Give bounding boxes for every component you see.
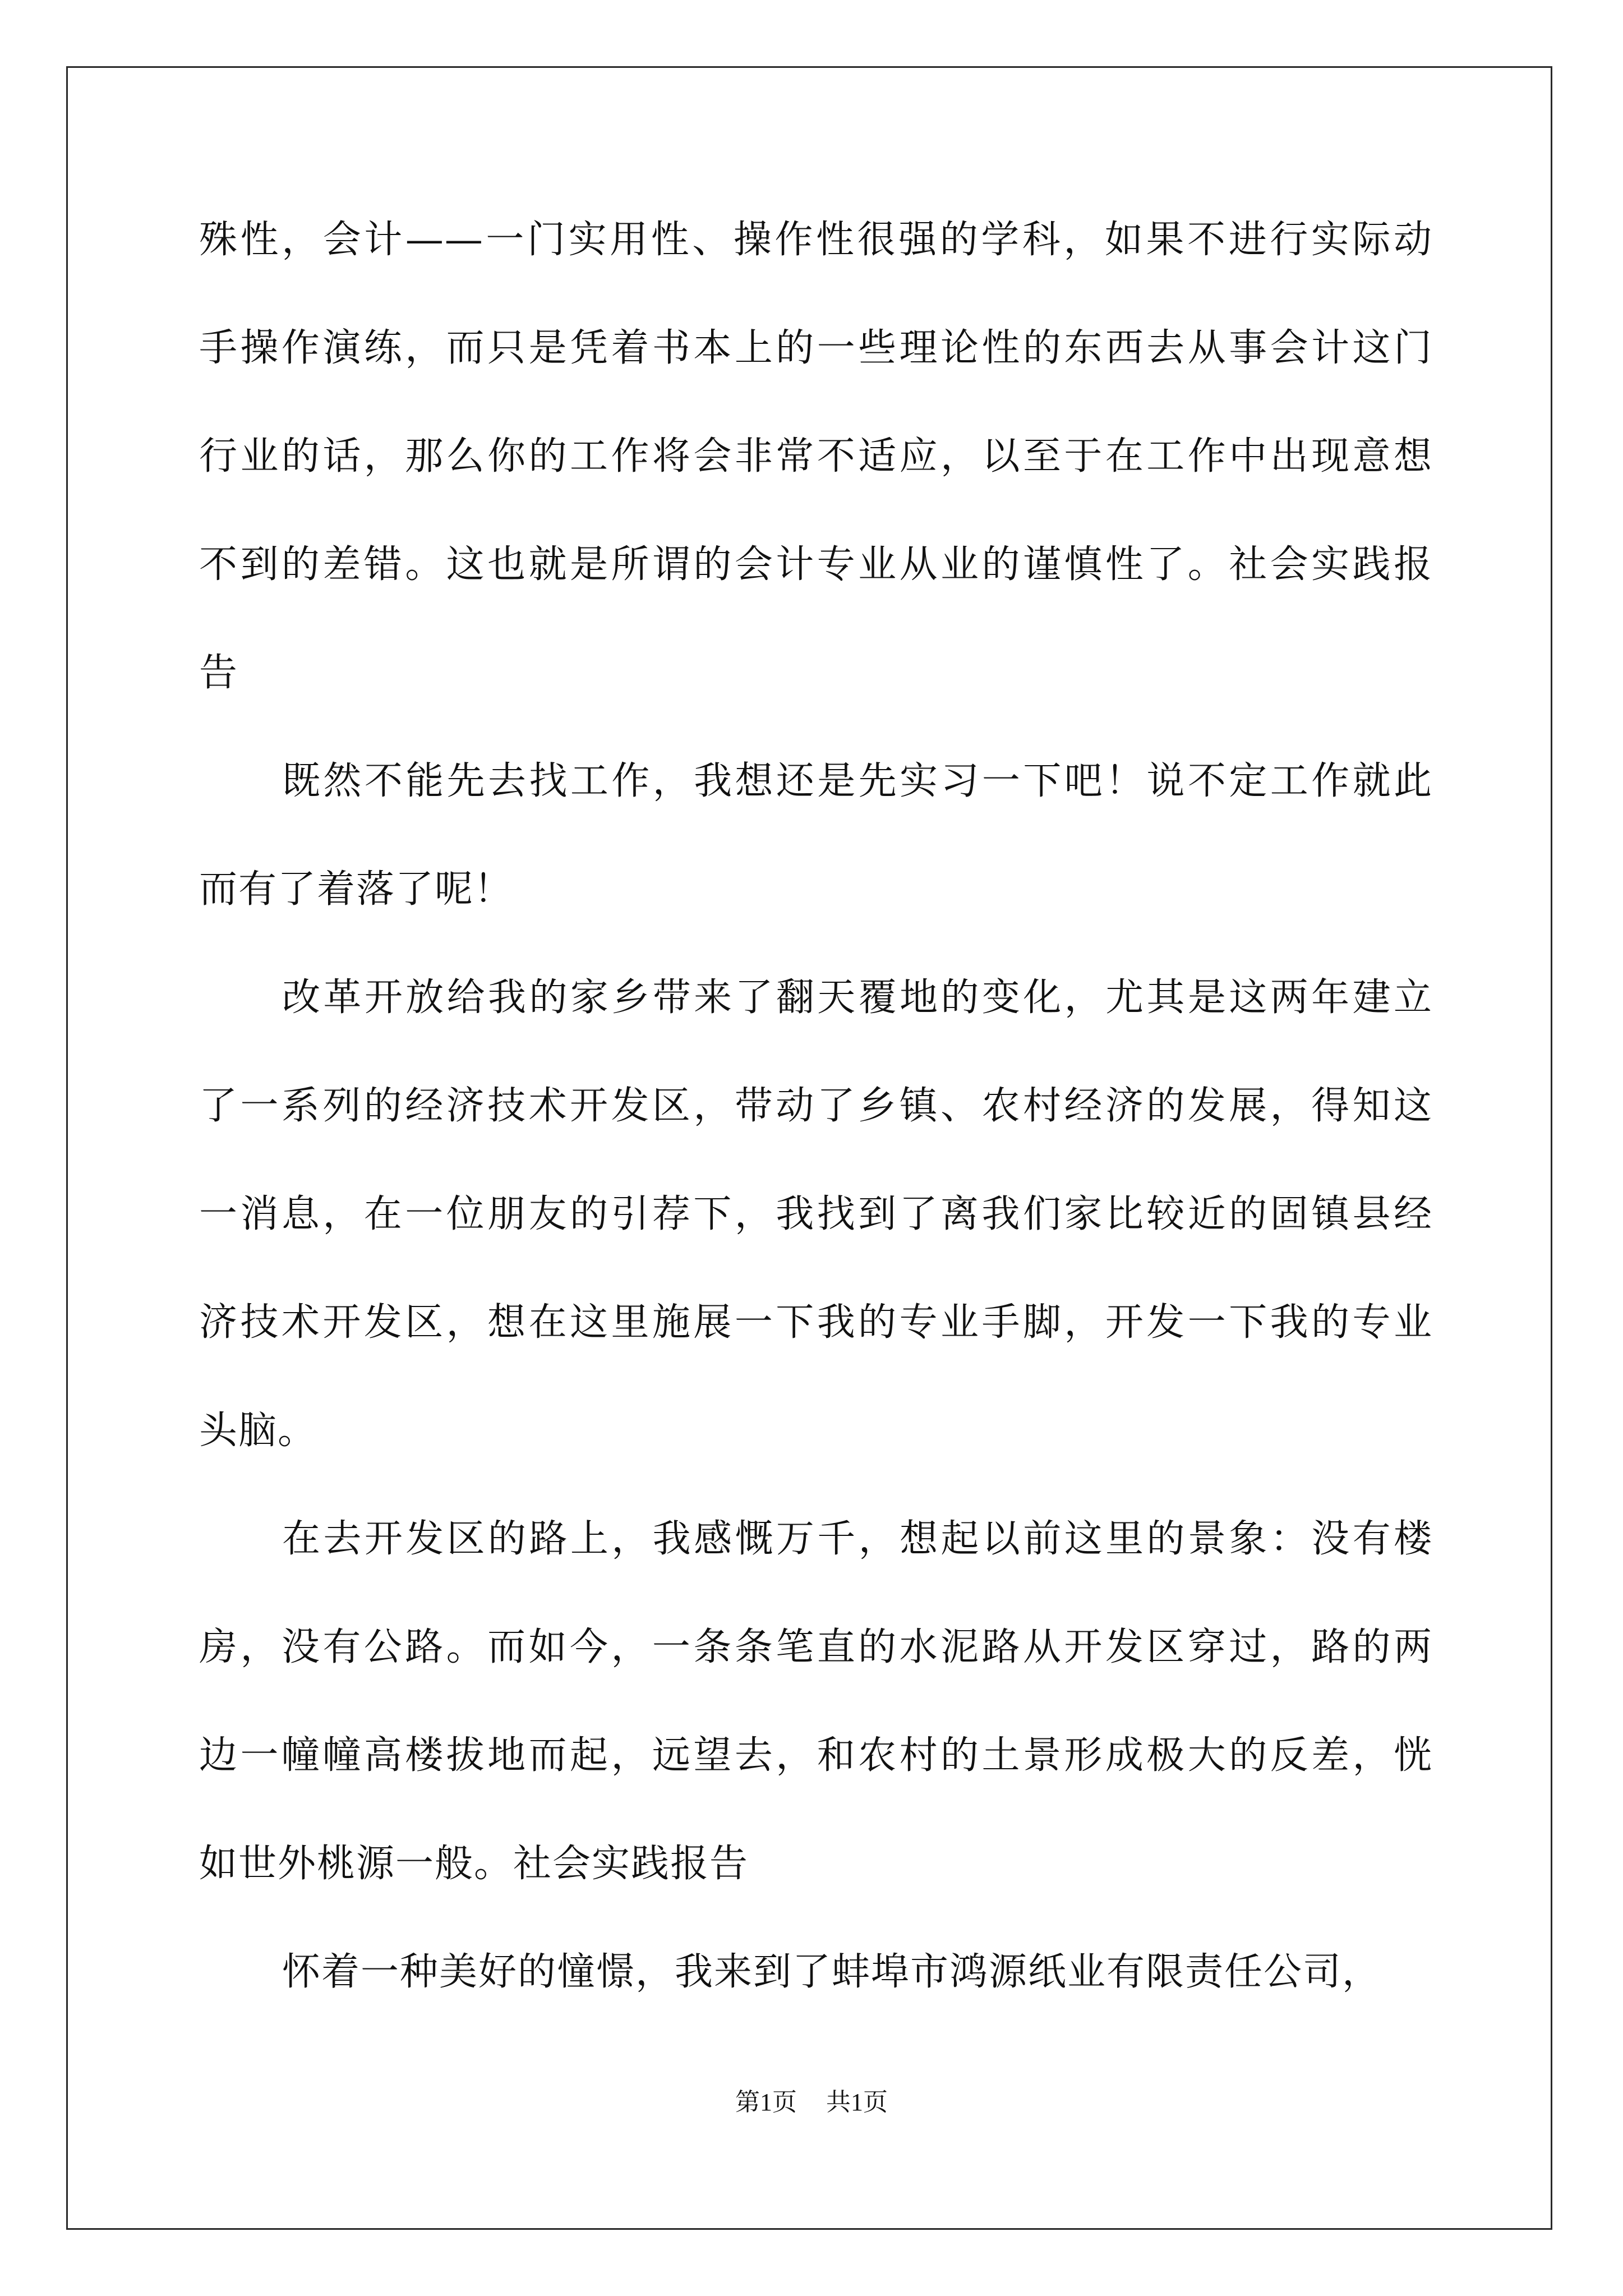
text-line: 怀着一种美好的憧憬，我来到了蚌埠市鸿源纸业有限责任公司，	[282, 1950, 1382, 1994]
text-line: 头脑。	[199, 1409, 317, 1453]
page-footer	[0, 2086, 1623, 2119]
text-line: 告	[199, 651, 239, 695]
text-line: 行业的话，那么你的工作将会非常不适应，以至于在工作中出现意想	[199, 434, 1433, 478]
text-line: 既然不能先去找工作，我想还是先实习一下吧！说不定工作就此	[282, 759, 1433, 803]
text-line: 改革开放给我的家乡带来了翻天覆地的变化，尤其是这两年建立	[282, 976, 1433, 1020]
text-line: 不到的差错。这也就是所谓的会计专业从业的谨慎性了。社会实践报	[199, 542, 1433, 587]
text-line: 边一幢幢高楼拔地而起，远望去，和农村的土景形成极大的反差，恍	[199, 1733, 1433, 1778]
text-line: 而有了着落了呢！	[199, 867, 514, 912]
text-line: 在去开发区的路上，我感慨万千，想起以前这里的景象：没有楼	[282, 1517, 1433, 1561]
text-line: 房，没有公路。而如今，一条条笔直的水泥路从开发区穿过，路的两	[199, 1625, 1433, 1669]
text-line: 一消息，在一位朋友的引荐下，我找到了离我们家比较近的固镇县经	[199, 1192, 1433, 1236]
body-text	[199, 212, 1433, 2053]
text-line: 济技术开发区，想在这里施展一下我的专业手脚，开发一下我的专业	[199, 1300, 1433, 1345]
page-total: 共1页	[826, 2088, 888, 2116]
text-line: 殊性，会计——一门实用性、操作性很强的学科，如果不进行实际动	[199, 218, 1433, 262]
text-line: 了一系列的经济技术开发区，带动了乡镇、农村经济的发展，得知这	[199, 1084, 1433, 1128]
page-number: 第1页	[735, 2088, 797, 2116]
text-line: 手操作演练，而只是凭着书本上的一些理论性的东西去从事会计这门	[199, 326, 1433, 370]
text-line: 如世外桃源一般。社会实践报告	[199, 1842, 749, 1886]
